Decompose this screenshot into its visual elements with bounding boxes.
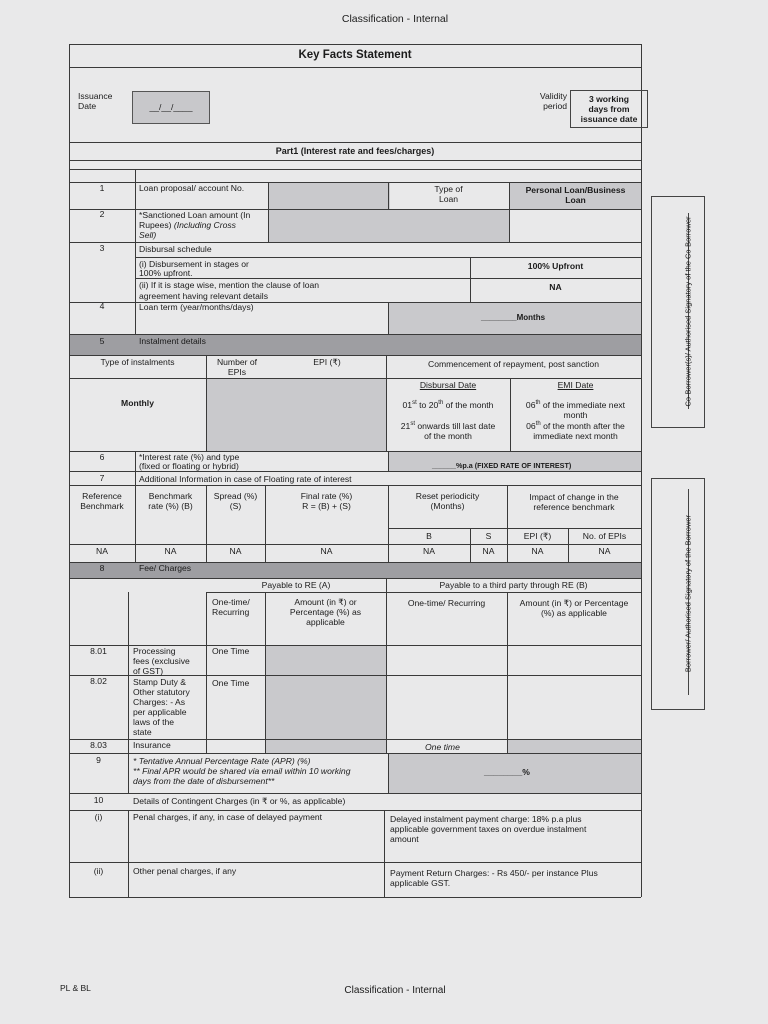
emi-date-1b: month: [563, 410, 588, 420]
footer-code: PL & BL: [60, 983, 91, 993]
shade-epis: [206, 378, 386, 451]
label-sanctioned-3: Sell): [139, 230, 157, 240]
coborrower-label: Co-Borrower(s)/ Authorised Signatory of the Co-Borrower: [683, 216, 693, 407]
na-cell: NA: [531, 546, 544, 556]
head-epi-impact: EPI (₹): [523, 531, 552, 541]
head-number-epis-2: EPIs: [227, 367, 247, 377]
shade-stamp: [265, 675, 386, 739]
label-insurance: Insurance: [133, 740, 171, 750]
head-disbursal-date: Disbursal Date: [419, 380, 477, 390]
value-disb-i: 100% Upfront: [527, 261, 584, 271]
row-no: 10: [93, 795, 104, 805]
label-stamp: Stamp Duty &: [133, 677, 187, 687]
row-no: 7: [99, 473, 105, 483]
na-cell: NA: [598, 546, 611, 556]
head-reference: Reference: [82, 491, 122, 501]
shade-account-no: [268, 182, 390, 209]
value-type-loan-2: Loan: [565, 195, 586, 205]
classification-header: Classification - Internal: [341, 13, 449, 25]
value-interest-rate: ______%p.a (FIXED RATE OF INTEREST): [432, 461, 572, 470]
label-apr: * Tentative Annual Percentage Rate (APR) (%): [133, 756, 311, 766]
row-no: 5: [99, 336, 105, 346]
head-amount-a-2: Percentage (%) as: [289, 607, 362, 617]
issuance-label-1: Issuance: [78, 91, 113, 101]
na-cell: NA: [482, 546, 495, 556]
shade-sanctioned: [268, 209, 509, 242]
label-disbursal-schedule: Disbursal schedule: [139, 244, 212, 254]
label-disb-i-2: 100% upfront.: [139, 268, 193, 278]
value-type-loan: Personal Loan/Business: [525, 185, 626, 195]
label-processing-2: fees (exclusive: [133, 656, 190, 666]
disbursal-date-2: 21st onwards till last date: [400, 421, 496, 431]
row-no: 4: [99, 301, 105, 311]
na-cell: NA: [96, 546, 108, 556]
row-no: 9: [96, 755, 101, 765]
head-s: S: [485, 531, 492, 541]
coborrower-signature-box: [651, 196, 705, 428]
head-number-epis: Number of: [216, 357, 258, 367]
validity-label-2: period: [543, 101, 567, 111]
na-cell: NA: [229, 546, 242, 556]
head-payable-a: Payable to RE (A): [261, 580, 331, 590]
label-type-loan-2: Loan: [438, 194, 459, 204]
row-no: 3: [99, 243, 105, 253]
shade-insurance-b: [507, 739, 641, 753]
value-apr: ________%: [484, 767, 530, 777]
label-instalment-details: Instalment details: [139, 336, 206, 346]
label-stamp-2: Other statutory: [133, 687, 190, 697]
label-disb-ii-2: agreement having relevant details: [139, 291, 268, 301]
label-processing-3: of GST): [133, 666, 164, 676]
value-penal: Delayed instalment payment charge: 18% p.a plus: [390, 814, 582, 824]
head-commencement: Commencement of repayment, post sanction: [427, 359, 599, 369]
row-no: (ii): [93, 866, 104, 876]
emi-date-2b: immediate next month: [533, 431, 618, 441]
head-reset: Reset periodicity: [415, 491, 480, 501]
row-no: 8.01: [90, 646, 107, 656]
validity-value-2: days from: [588, 104, 630, 114]
label-apr-3: days from the date of disbursement**: [133, 776, 275, 786]
borrower-label: Borrower/ Authorised Signatory of the Borrower: [683, 514, 693, 673]
row-no: 8: [99, 563, 105, 573]
label-type-loan: Type of: [434, 184, 463, 194]
issuance-label-2: Date: [78, 101, 97, 111]
label-other-penal: Other penal charges, if any: [133, 866, 237, 876]
head-amount-a-3: applicable: [306, 617, 345, 627]
label-apr-2: ** Final APR would be shared via email within 10 working: [133, 766, 351, 776]
label-stamp-4: per applicable: [133, 707, 187, 717]
label-stamp-5: laws of the: [133, 717, 175, 727]
label-penal: Penal charges, if any, in case of delayed payment: [133, 812, 323, 822]
label-account-no: Loan proposal/ account No.: [139, 183, 245, 193]
head-final-rate-2: R = (B) + (S): [302, 501, 351, 511]
emi-date-1: 06th of the immediate next: [525, 400, 626, 410]
row-no: 6: [99, 452, 105, 462]
head-payable-b: Payable to a third party through RE (B): [439, 580, 588, 590]
head-amount-a: Amount (in ₹) or: [294, 597, 357, 607]
label-stamp-3: Charges: - As: [133, 697, 186, 707]
validity-value-3: issuance date: [580, 114, 638, 124]
head-impact: Impact of change in the: [529, 492, 619, 502]
label-fee-charges: Fee/ Charges: [139, 563, 192, 573]
part1-title: Part1 (Interest rate and fees/charges): [275, 146, 435, 156]
validity-box: [570, 90, 648, 128]
row-no: 8.03: [90, 740, 107, 750]
validity-label-1: Validity: [539, 91, 567, 101]
value-processing: One Time: [212, 646, 250, 656]
head-epi: EPI (₹): [313, 357, 341, 367]
row-no: 8.02: [90, 676, 107, 686]
label-disb-ii: (ii) If it is stage wise, mention the clause of loan: [139, 280, 320, 290]
shade-insurance-a: [265, 739, 386, 753]
issuance-date-box: [132, 91, 210, 124]
value-other-penal-2: applicable GST.: [390, 878, 451, 888]
disbursal-date-2b: of the month: [424, 431, 472, 441]
label-floating-info: Additional Information in case of Floating rate of interest: [139, 474, 352, 484]
head-no-epis: No. of EPIs: [582, 531, 627, 541]
disbursal-date-1: 01st to 20th of the month: [402, 400, 494, 410]
head-benchmark: Benchmark: [148, 491, 193, 501]
value-penal-3: amount: [390, 834, 419, 844]
head-emi-date: EMI Date: [557, 380, 594, 390]
label-processing: Processing: [133, 646, 176, 656]
head-amount-b: Amount (in ₹) or Percentage: [519, 598, 629, 608]
validity-value-1: 3 working: [588, 94, 630, 104]
value-disb-ii: NA: [549, 282, 562, 292]
value-other-penal: Payment Return Charges: - Rs 450/- per instance Plus: [390, 868, 598, 878]
head-reference-2: Benchmark: [80, 501, 124, 511]
na-cell: NA: [423, 546, 435, 556]
page-title: Key Facts Statement: [298, 49, 412, 61]
head-reset-2: (Months): [430, 501, 465, 511]
borrower-signature-box: [651, 478, 705, 710]
value-insurance: One time: [425, 742, 460, 752]
head-final-rate: Final rate (%): [300, 491, 353, 501]
classification-footer: Classification - Internal: [344, 985, 446, 996]
head-type-instalments: Type of instalments: [100, 357, 175, 367]
label-interest-rate: *Interest rate (%) and type: [139, 452, 240, 462]
head-impact-2: reference benchmark: [533, 502, 615, 512]
row-no: 2: [99, 209, 105, 219]
head-spread: Spread (%): [213, 491, 258, 501]
label-sanctioned: *Sanctioned Loan amount (In: [139, 210, 251, 220]
head-b: B: [426, 531, 432, 541]
shade-processing: [265, 645, 386, 675]
head-onetime-b: One-time/ Recurring: [407, 598, 486, 608]
label-sanctioned-2: Rupees) (Including Cross: [139, 220, 236, 230]
label-interest-rate-2: (fixed or floating or hybrid): [139, 461, 239, 471]
emi-date-2: 06th of the month after the: [526, 421, 625, 431]
row-no: (i): [94, 812, 103, 822]
head-amount-b-2: (%) as applicable: [541, 608, 607, 618]
label-disb-i: (i) Disbursement in stages or: [139, 259, 249, 269]
row-no: 1: [99, 183, 105, 193]
value-loan-term: ________Months: [481, 313, 546, 322]
value-type-instalments: Monthly: [121, 398, 154, 408]
label-loan-term: Loan term (year/months/days): [139, 302, 254, 312]
label-contingent: Details of Contingent Charges (in ₹ or %, as applicable): [133, 796, 346, 806]
na-cell: NA: [320, 546, 333, 556]
head-onetime-a-2: Recurring: [212, 607, 250, 617]
value-stamp: One Time: [212, 678, 250, 688]
head-benchmark-2: rate (%) (B): [148, 501, 193, 511]
head-spread-2: (S): [229, 501, 242, 511]
issuance-date-value: __/__/____: [149, 102, 193, 112]
label-stamp-6: state: [133, 727, 152, 737]
na-cell: NA: [164, 546, 177, 556]
value-penal-2: applicable government taxes on overdue instalment: [390, 824, 587, 834]
head-onetime-a: One-time/: [212, 597, 250, 607]
